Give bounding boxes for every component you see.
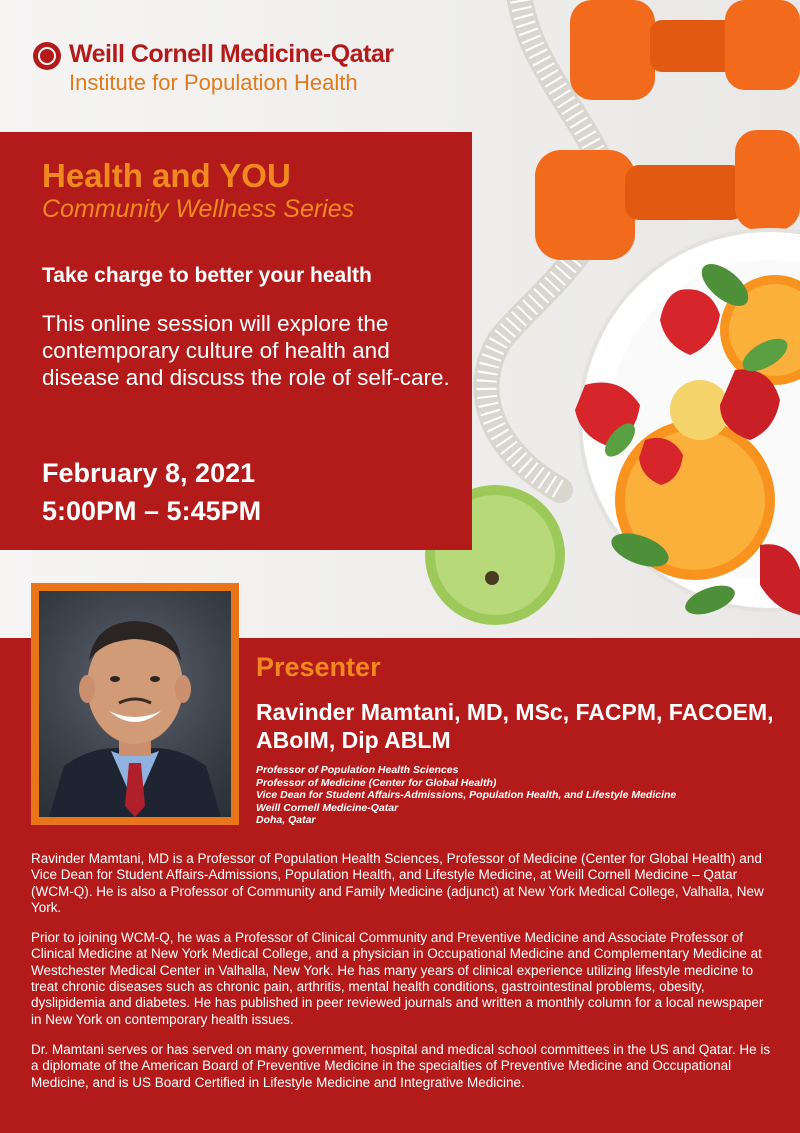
logo — [33, 40, 493, 100]
presenter-title-line: Professor of Medicine (Center for Global Health) — [256, 776, 497, 789]
presenter-photo — [39, 591, 231, 817]
wcmq-seal-icon — [33, 42, 61, 70]
event-description: This online session will explore the contemporary culture of health and disease and discuss the role of self-care. — [42, 311, 450, 390]
presenter-name: Ravinder Mamtani, MD, MSc, FACPM, FACOEM, ABoIM, Dip ABLM — [256, 699, 774, 753]
institute-name: Institute for Population Health — [69, 70, 358, 95]
presenter-title-line: Weill Cornell Medicine-Qatar — [256, 801, 399, 814]
presenter-title-line: Vice Dean for Student Affairs-Admissions, Population Health, and Lifestyle Medicine — [256, 789, 677, 801]
bio-paragraph: Dr. Mamtani serves or has served on many government, hospital and medical school committees in the US and Qatar. He is a diplomate of the American Board of Preventive Medicine in the specialties of Preventive Medicine and Occupational Medicine, and is US Board Certified in Lifestyle Medicine and Integrative Medicine. — [31, 1041, 771, 1090]
event-info-box — [0, 132, 472, 550]
org-name: Weill Cornell Medicine-Qatar — [69, 40, 394, 68]
presenter-portrait-icon — [39, 591, 231, 817]
presenter-title-line: Professor of Population Health Sciences — [256, 764, 459, 776]
presenter-title-line: Doha, Qatar — [256, 814, 316, 826]
presenter-bio — [31, 851, 773, 1105]
event-tagline: Take charge to better your health — [42, 264, 372, 287]
event-time: 5:00PM – 5:45PM — [42, 496, 262, 526]
presenter-label: Presenter — [256, 652, 381, 682]
presenter-photo-frame — [31, 583, 239, 825]
bio-paragraph: Prior to joining WCM-Q, he was a Professor of Clinical Community and Preventive Medicine and Associate Professor of Clinical Medicine at New York Medical College, and a physician in Occupational Medicine and Complementary Medicine at Westchester Medical Center in Valhalla, New York. He has many years of clinical experience utilizing lifestyle medicine to treat chronic diseases such as chronic pain, arthritis, mental health conditions, gastrointestinal problems, obesity, dyslipidemia and diabetes. He has published in peer reviewed journals and written a monthly column for a local newspaper in New York on contemporary health issues. — [31, 930, 764, 1027]
presenter-titles — [256, 764, 786, 827]
event-subtitle: Community Wellness Series — [42, 195, 355, 223]
event-date: February 8, 2021 — [42, 458, 256, 488]
event-title: Health and YOU — [42, 157, 291, 194]
bio-paragraph: Ravinder Mamtani, MD is a Professor of Population Health Sciences, Professor of Medicine (Center for Global Health) and Vice Dean for Student Affairs-Admissions, Population Health, and Lifestyle Medicine, at Weill Cornell Medicine – Qatar (WCM-Q). He is also a Professor of Community and Family Medicine (adjunct) at New York Medical College, Valhalla, New York. — [31, 851, 764, 915]
